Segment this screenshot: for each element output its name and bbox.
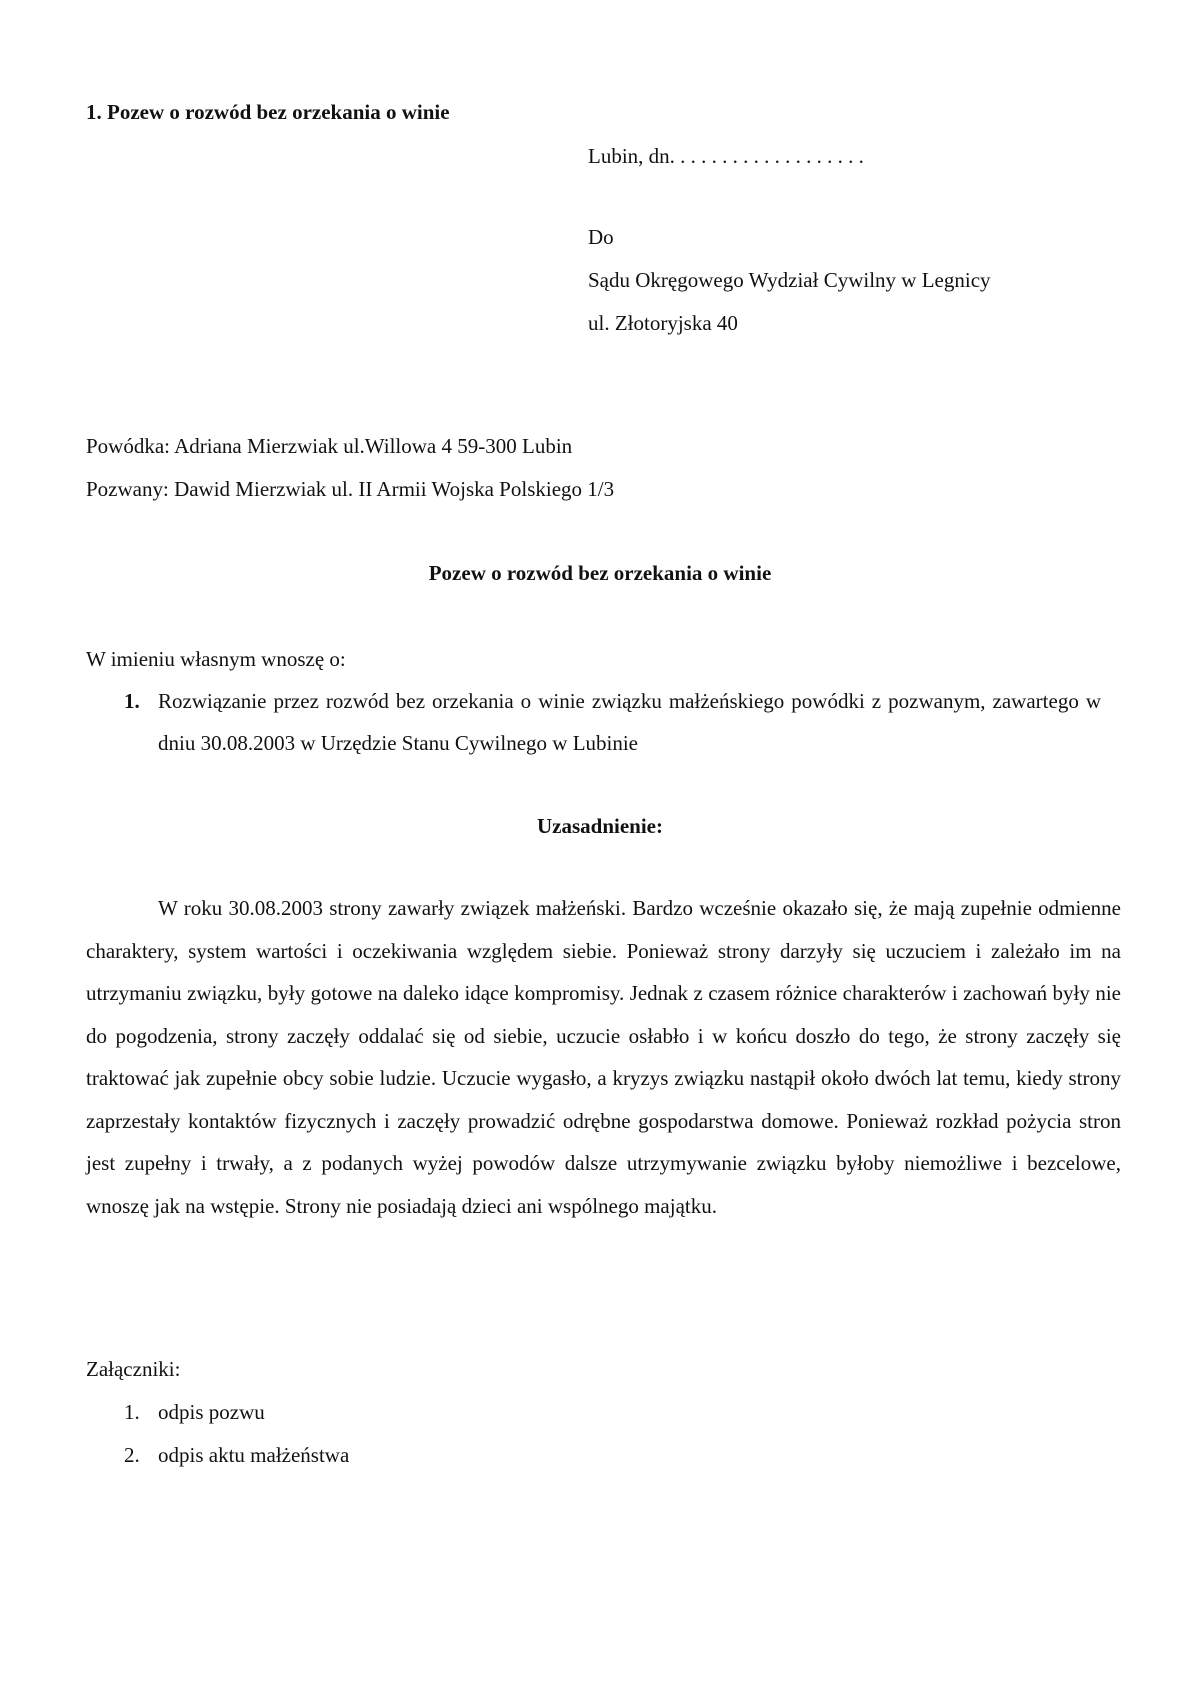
addressee-court: Sądu Okręgowego Wydział Cywilny w Legnicy (588, 268, 991, 292)
attachments-title: Załączniki: (86, 1357, 181, 1381)
request-item-text: Rozwiązanie przez rozwód bez orzekania o winie związku małżeńskiego powódki z pozwanym, zawartego w dniu 30.08.2003 w Urzędzie Stanu Cywilnego w Lubinie (158, 689, 1101, 755)
defendant-line: Pozwany: Dawid Mierzwiak ul. II Armii Wojska Polskiego 1/3 (86, 477, 615, 501)
attachment-item: odpis aktu małżeństwa (158, 1443, 350, 1467)
heading (86, 100, 450, 125)
plaintiff-line: Powódka: Adriana Mierzwiak ul.Willowa 4 59-300 Lubin (86, 434, 573, 458)
place-date: Lubin, dn. . . . . . . . . . . . . . . . . . . (588, 144, 864, 168)
justification-body: W roku 30.08.2003 strony zawarły związek małżeński. Bardzo wcześnie okazało się, że mają zupełnie odmienne charaktery, system wartości i oczekiwania względem siebie. Ponieważ strony darzyły się uczuciem i zależało im na utrzymaniu związku, były gotowe na daleko idące kompromisy. Jednak z czasem różnice charakterów i zachowań były nie do pogodzenia, strony zaczęły oddalać się od siebie, uczucie osłabło i w końcu doszło do tego, że strony zaczęły się traktować jak zupełnie obcy sobie ludzie. Uczucie wygasło, a kryzys związku nastąpił około dwóch lat temu, kiedy strony zaprzestały kontaktów fizycznych i zaczęły prowadzić odrębne gospodarstwa domowe. Ponieważ rozkład pożycia stron jest zupełny i trwały, a z podanych wyżej powodów dalsze utrzymywanie związku byłoby niemożliwe i bezcelowe, wnoszę jak na wstępie. Strony nie posiadają dzieci ani wspólnego majątku. (86, 896, 1121, 1218)
attachment-number: 1. (124, 1400, 140, 1424)
heading-number: 1. (86, 100, 102, 124)
justification-title: Uzasadnienie: (537, 814, 663, 838)
document-title: Pozew o rozwód bez orzekania o winie (428, 561, 772, 585)
attachment-number: 2. (124, 1443, 140, 1467)
addressee-to: Do (588, 225, 614, 249)
heading-title: Pozew o rozwód bez orzekania o winie (107, 100, 450, 124)
addressee-street: ul. Złotoryjska 40 (588, 311, 738, 335)
request-intro: W imieniu własnym wnoszę o: (86, 647, 346, 671)
request-item-number: 1. (124, 689, 140, 713)
attachment-item: odpis pozwu (158, 1400, 265, 1424)
